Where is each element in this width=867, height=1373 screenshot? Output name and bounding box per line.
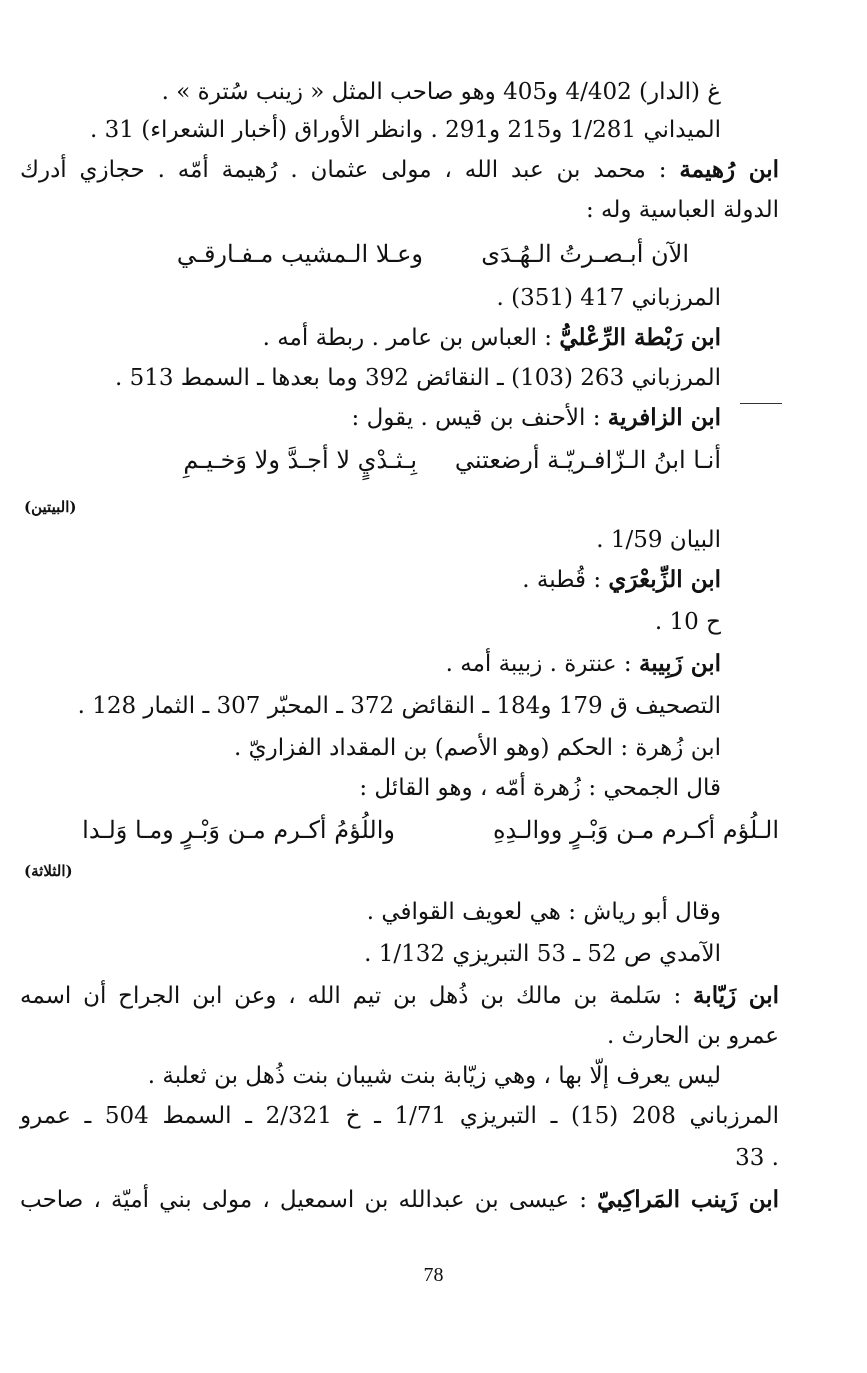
text-line: 33 . [735, 1145, 779, 1171]
text-line: المرزباني 263 (103) ـ النقائض 392 وما بعدها ـ السمط 513 . [114, 365, 721, 391]
entry-text: : عنترة . زبيبة أمه . [445, 651, 632, 677]
page-number: 78 [423, 1264, 444, 1286]
text-line: ح 10 . [654, 609, 721, 635]
verse-hemistich: أنـا ابنُ الـزّافـريّـة أرضعتني [454, 446, 721, 474]
entry-heading: ابن الزافرية [607, 404, 721, 431]
entry-ibn-zabiba [446, 646, 721, 682]
entry-heading: ابن الزِّبعْرَي [608, 566, 721, 593]
verse-line [0, 810, 867, 850]
text-line: المرزباني 417 (351) . [496, 285, 721, 311]
entry-text: : قُطبة . [522, 567, 602, 593]
text-line: الميداني 1/281 و215 و291 . وانظر الأوراق (أخبار الشعراء) 31 . [90, 117, 721, 143]
verse-hemistich: واللُؤمُ أكـرم مـن وَبْـرٍ ومـا وَلـدا [82, 816, 395, 844]
verse-line [0, 234, 867, 274]
text-line: غ (الدار) 4/402 و405 وهو صاحب المثل « زينب سُترة » . [161, 79, 721, 105]
entry-heading: ابن زَبِيبة [638, 650, 721, 677]
text-line: التصحيف ق 179 و184 ـ النقائض 372 ـ المحبّر 307 ـ الثمار 128 . [77, 693, 721, 719]
entry-text: : عيسى بن عبدالله بن اسمعيل ، مولى بني أميّة ، صاحب [20, 1187, 588, 1213]
entry-text: : الأحنف بن قيس . يقول : [351, 405, 601, 431]
text-line: البيان 1/59 . [596, 527, 721, 553]
text-line: وقال أبو رياش : هي لعويف القوافي . [366, 899, 721, 925]
verse-line [0, 440, 867, 480]
entry-ibn-zayyaba [20, 978, 779, 1014]
text-line: ليس يعرف إلّا بها ، وهي زيّابة بنت شيبان بنت ذُهل بن ثعلبة . [147, 1063, 721, 1089]
entry-heading: ابن رَبْطة الرِّعْليُّ [559, 324, 721, 351]
verse-hemistich: بِـثـدْيٍ لا أجـدَّ ولا وَخـيـمِ [183, 446, 417, 474]
entry-heading: ابن زَينب المَراكِبيّ [597, 1186, 779, 1213]
entry-heading: ابن زَيّابة [692, 982, 779, 1009]
margin-note: (البيتين) [24, 498, 77, 516]
entry-heading: ابن رُهيمة [679, 156, 780, 183]
entry-text: : محمد بن عبد الله ، مولى عثمان . رُهيمة أمّه . حجازي أدرك [20, 157, 667, 183]
entry-text: : العباس بن عامر . ربطة أمه . [262, 325, 553, 351]
text-line: عمرو بن الحارث . [607, 1023, 779, 1049]
margin-mark [740, 403, 782, 404]
text-line: قال الجمحي : زُهرة أمّه ، وهو القائل : [359, 775, 721, 801]
entry-ibn-alzafiriya [352, 400, 721, 436]
verse-hemistich: وعـلا الـمشيب مـفـارقـي [176, 240, 423, 268]
entry-ibn-zaynab [20, 1182, 779, 1218]
entry-ibn-ruhayma [20, 152, 779, 188]
text-line: الآمدي ص 52 ـ 53 التبريزي 1/132 . [364, 941, 721, 967]
text-line: المرزباني 208 (15) ـ التبريزي 1/71 ـ خ 2/321 ـ السمط 504 ـ عمرو [20, 1103, 779, 1129]
text-line: الدولة العباسية وله : [585, 197, 779, 223]
verse-hemistich: الآن أبـصـرتُ الـهُـدَى [481, 240, 689, 268]
margin-note: (الثلاثة) [24, 862, 73, 880]
entry-ibn-alzibara [522, 562, 721, 598]
text-line: ابن زُهرة : الحكم (وهو الأصم) بن المقداد الفزاريّ . [234, 735, 721, 761]
entry-text: : سَلمة بن مالك بن ذُهل بن تيم الله ، وعن ابن الجراح أن اسمه [20, 983, 682, 1009]
entry-ibn-rabta [263, 320, 721, 356]
verse-hemistich: الـلُؤم أكـرم مـن وَبْـرٍ ووالـدِهِ [492, 816, 779, 844]
